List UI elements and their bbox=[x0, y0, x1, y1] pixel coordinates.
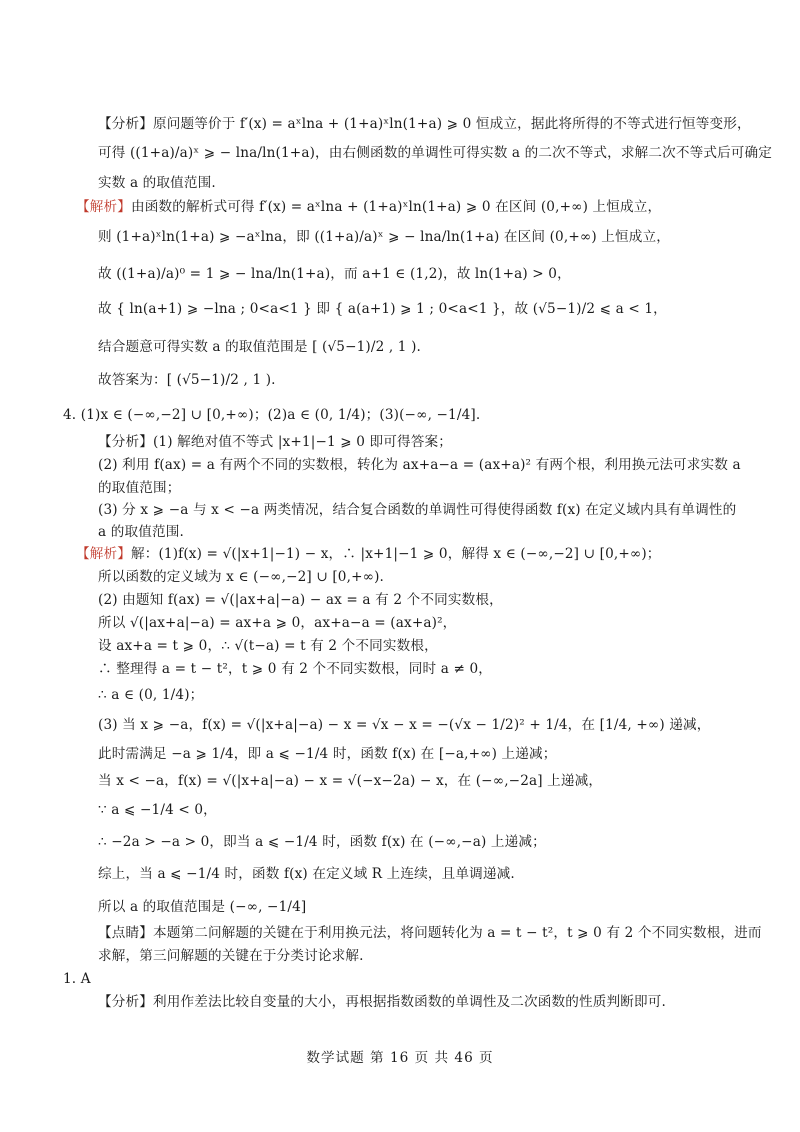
text-line: 结合题意可得实数 a 的取值范围是 [ (√5−1)/2 , 1 ). bbox=[98, 339, 421, 355]
text-line: 所以 a 的取值范围是 (−∞, −1/4] bbox=[98, 899, 307, 915]
text-line: 故答案为：[ (√5−1)/2 , 1 ). bbox=[98, 372, 276, 388]
text-line: 【分析】利用作差法比较自变量的大小，再根据指数函数的单调性及二次函数的性质判断即可. bbox=[98, 994, 666, 1010]
text-line: ∴ 整理得 a = t − t²，t ⩾ 0 有 2 个不同实数根，同时 a ≠ 0， bbox=[98, 661, 492, 677]
analysis-block bbox=[76, 543, 661, 565]
jiexi-tag: 【解析】 bbox=[76, 199, 131, 215]
jiexi-tag: 【解析】 bbox=[76, 546, 131, 562]
text-line: 综上，当 a ⩽ −1/4 时，函数 f(x) 在定义域 R 上连续，且单调递减. bbox=[98, 866, 515, 882]
text-line: (3) 分 x ⩾ −a 与 x < −a 两类情况，结合复合函数的单调性可得使得函数 f(x) 在定义域内具有单调性的 bbox=[98, 502, 737, 518]
answer-1: 1. A bbox=[63, 971, 91, 987]
answer-4: 4. (1)x ∈ (−∞,−2] ∪ [0,+∞)；(2)a ∈ (0, 1/4)；(3)(−∞, −1/4]. bbox=[63, 407, 481, 423]
text-line: ∴ a ∈ (0, 1/4)； bbox=[98, 687, 204, 703]
text-line: (2) 由题知 f(ax) = √(|ax+a|−a) − ax = a 有 2 个不同实数根， bbox=[98, 592, 503, 608]
text-line: 所以 √(|ax+a|−a) = ax+a ⩾ 0，ax+a−a = (ax+a)²， bbox=[98, 615, 457, 631]
text-line: 实数 a 的取值范围. bbox=[98, 175, 216, 191]
text-line: 则 (1+a)ˣln(1+a) ⩾ −aˣlna，即 ((1+a)/a)ˣ ⩾ − lna/ln(1+a) 在区间 (0,+∞) 上恒成立， bbox=[98, 229, 670, 245]
text-line: 解：(1)f(x) = √(|x+1|−1) − x，∴ |x+1|−1 ⩾ 0，解得 x ∈ (−∞,−2] ∪ [0,+∞)； bbox=[130, 546, 661, 562]
text-line: (2) 利用 f(ax) = a 有两个不同的实数根，转化为 ax+a−a = (ax+a)² 有两个根，利用换元法可求实数 a bbox=[98, 457, 741, 473]
text-line: 故 ((1+a)/a)⁰ = 1 ⩾ − lna/ln(1+a)，而 a+1 ∈ (1,2)，故 ln(1+a) > 0， bbox=[98, 266, 571, 282]
text-line: 所以函数的定义域为 x ∈ (−∞,−2] ∪ [0,+∞). bbox=[98, 569, 385, 585]
text-line: 此时需满足 −a ⩾ 1/4，即 a ⩽ −1/4 时，函数 f(x) 在 [−a,+∞) 上递减； bbox=[98, 746, 557, 762]
text-line: ∵ a ⩽ −1/4 < 0， bbox=[98, 802, 217, 818]
page-footer: 数学试题 第 16 页 共 46 页 bbox=[306, 1050, 494, 1066]
text-line: 【分析】原问题等价于 f′(x) = aˣlna + (1+a)ˣln(1+a) ⩾ 0 恒成立，据此将所得的不等式进行恒等变形， bbox=[98, 116, 751, 132]
text-line: 可得 ((1+a)/a)ˣ ⩾ − lna/ln(1+a)，由右侧函数的单调性可得实数 a 的二次不等式，求解二次不等式后可确定 bbox=[98, 145, 773, 161]
text-line: 设 ax+a = t ⩾ 0，∴ √(t−a) = t 有 2 个不同实数根， bbox=[98, 638, 438, 654]
text-line: a 的取值范围. bbox=[98, 524, 184, 540]
text-line: 当 x < −a，f(x) = √(|x+a|−a) − x = √(−x−2a) − x，在 (−∞,−2a] 上递减， bbox=[98, 773, 603, 789]
text-line: (3) 当 x ⩾ −a，f(x) = √(|x+a|−a) − x = √x − x = −(√x − 1/2)² + 1/4，在 [1/4, +∞) 递减， bbox=[98, 717, 711, 733]
text-line: ∴ −2a > −a > 0，即当 a ⩽ −1/4 时，函数 f(x) 在 (−∞,−a) 上递减； bbox=[98, 834, 546, 850]
analysis-block bbox=[76, 196, 661, 218]
text-line: 【分析】(1) 解绝对值不等式 |x+1|−1 ⩾ 0 即可得答案； bbox=[98, 434, 452, 450]
text-line: 求解，第三问解题的关键在于分类讨论求解. bbox=[98, 948, 364, 964]
text-line: 由函数的解析式可得 f′(x) = aˣlna + (1+a)ˣln(1+a) ⩾ 0 在区间 (0,+∞) 上恒成立， bbox=[130, 199, 662, 215]
text-line: 的取值范围； bbox=[98, 480, 181, 496]
text-line: 【点睛】本题第二问解题的关键在于利用换元法，将问题转化为 a = t − t²，t ⩾ 0 有 2 个不同实数根，进而 bbox=[98, 925, 762, 941]
text-line: 故 { ln(a+1) ⩾ −lna ; 0<a<1 } 即 { a(a+1) ⩾ 1 ; 0<a<1 }，故 (√5−1)/2 ⩽ a < 1， bbox=[98, 301, 667, 317]
